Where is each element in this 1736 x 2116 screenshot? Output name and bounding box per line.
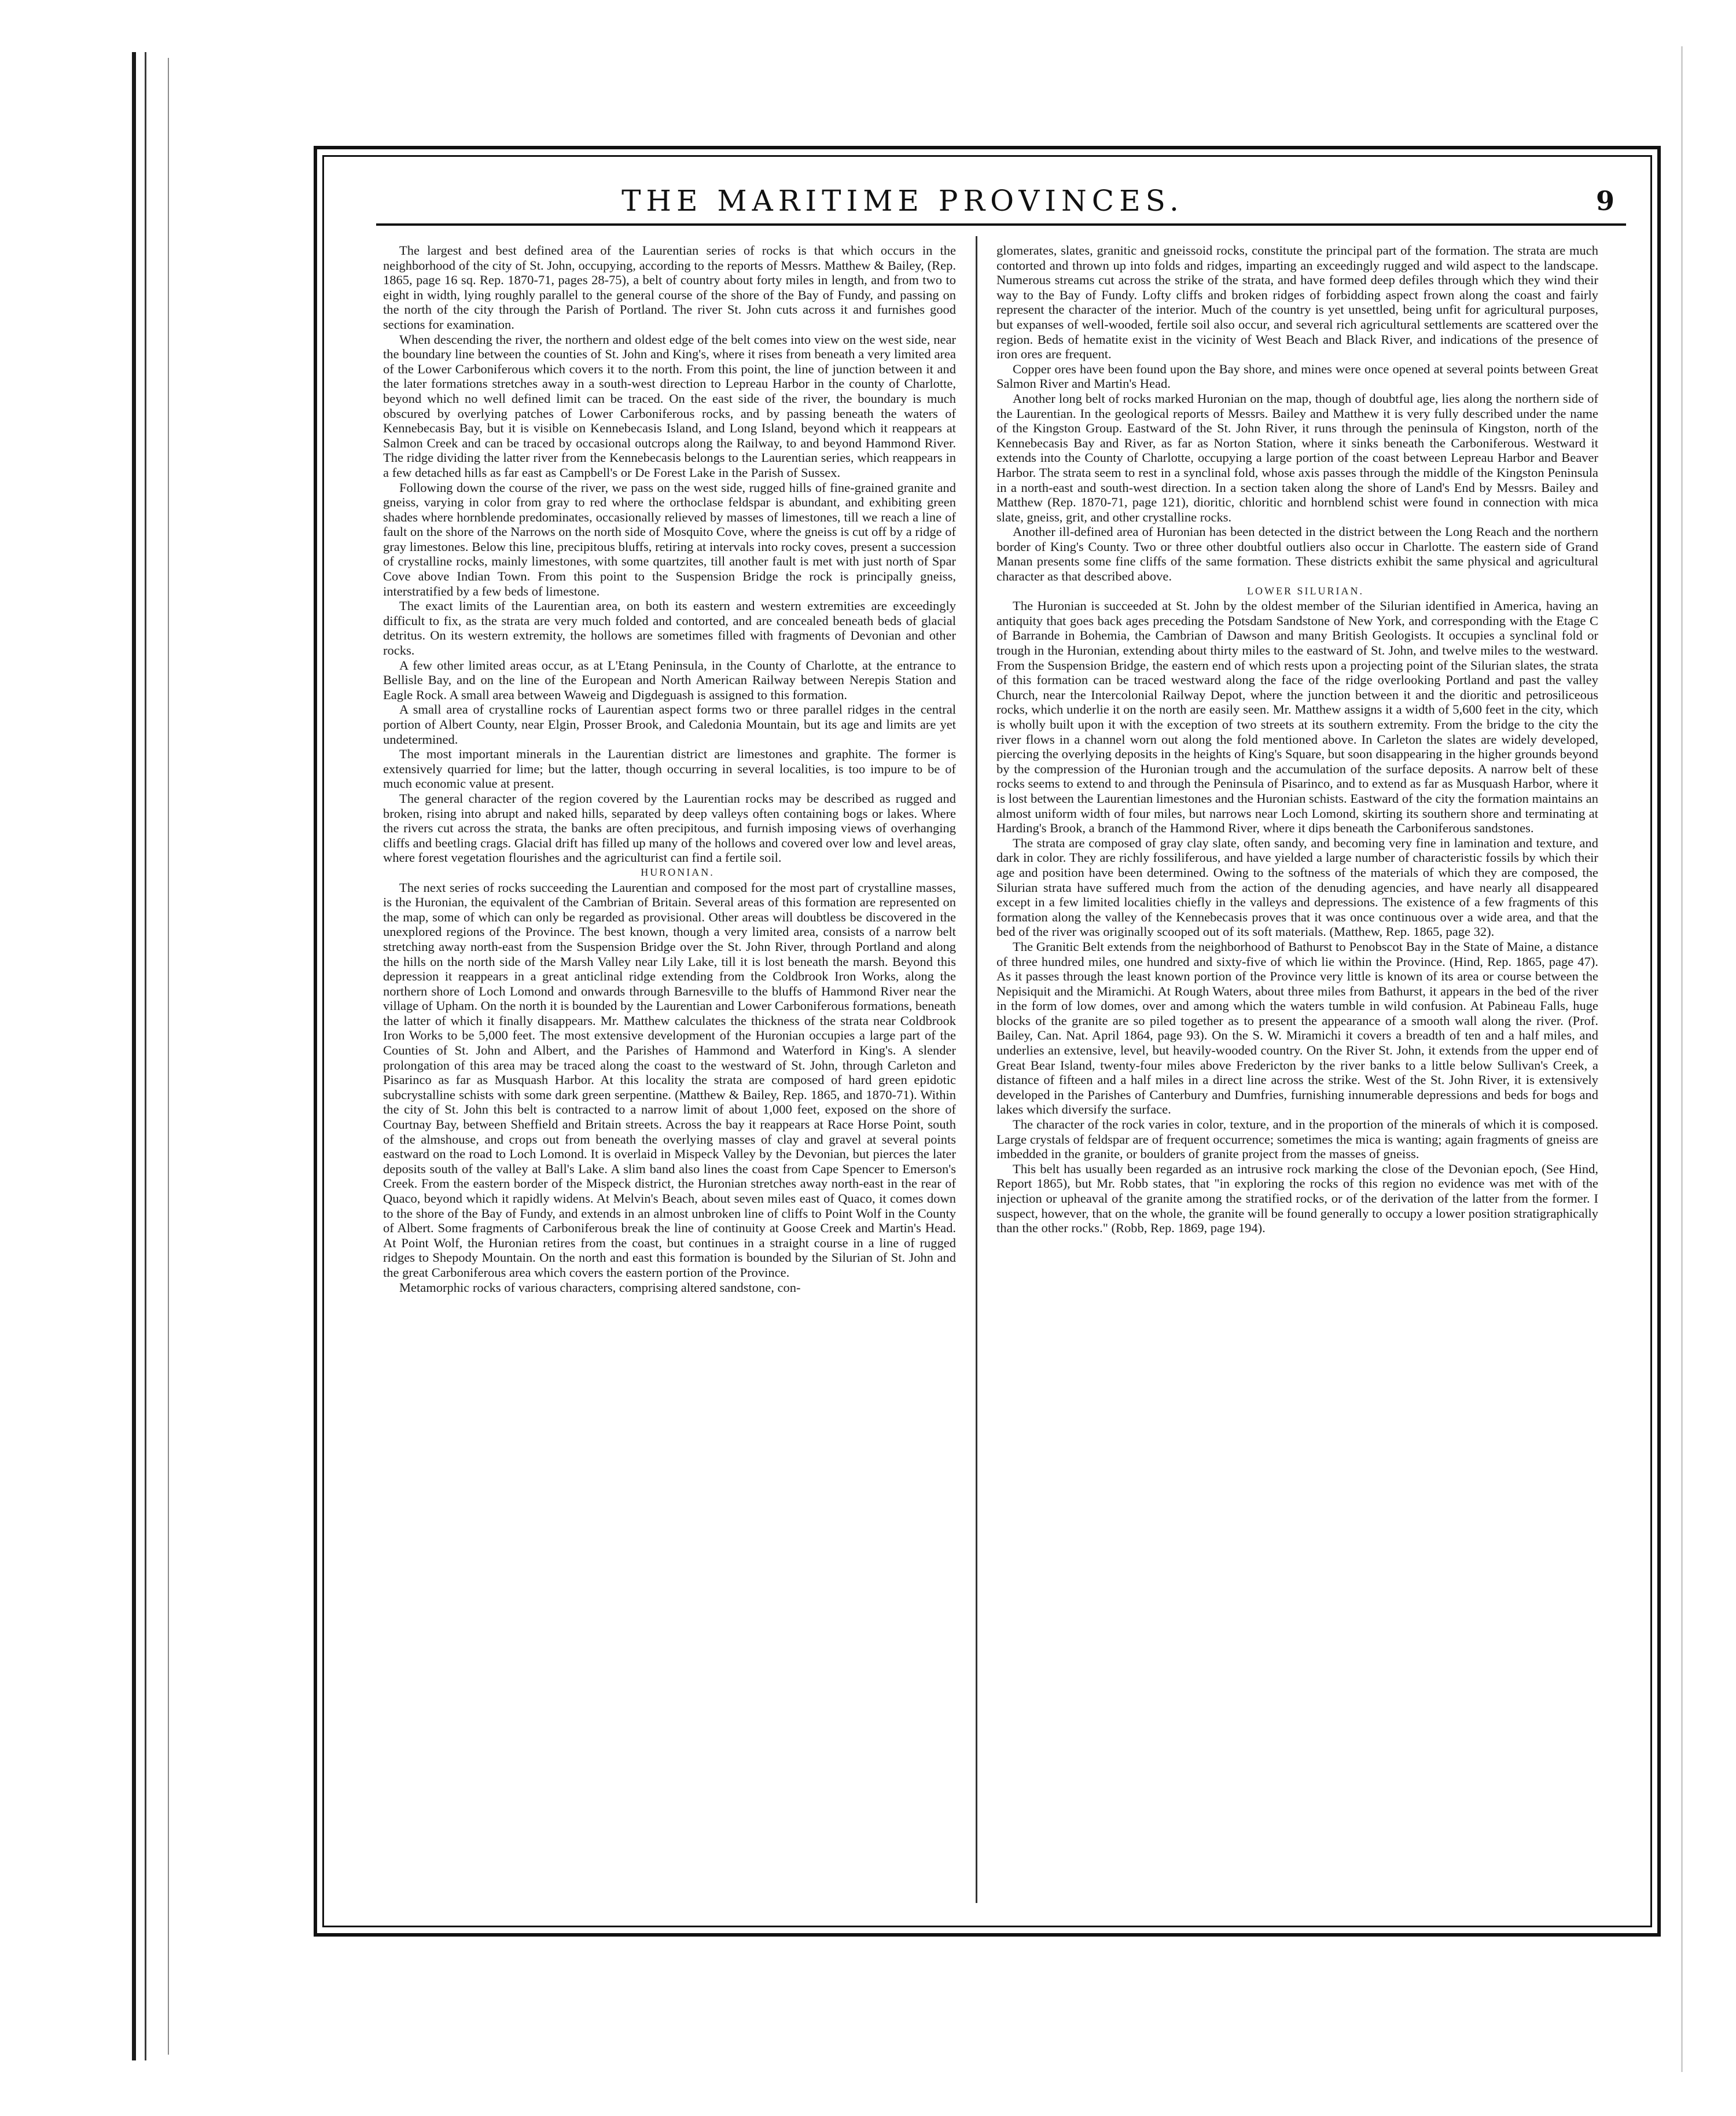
paragraph: When descending the river, the northern and oldest edge of the belt comes into view on the west side, near the boundary line between the counties of St. John and King's, where it rises from beneath a very limited area of the Lower Carboniferous which covers it to the north. From this point, the line of junction between it and the later formations stretches away in a south-west direction to Lepreau Harbor in the county of Charlotte, beyond which no well defined limit can be traced. On the east side of the river, the boundary is much obscured by overlying patches of Lower Carboniferous rocks, and by passing beneath the waters of Kennebecasis Bay, but it is visible on Kennebecasis Island, and Long Island, beyond which it reappears at Salmon Creek and can be traced by occasional outcrops along the Railway, to and beyond Hammond River. The ridge dividing the latter river from the Kennebecasis belongs to the Laurentian series, which reappears in a few detached hills as far east as Campbell's or De Forest Lake in the Parish of Sussex. bbox=[383, 332, 956, 480]
paragraph: The character of the rock varies in color, texture, and in the proportion of the minerals of which it is composed. Large crystals of feldspar are of frequent occurrence; sometimes the mica is wanting; again fragments of gneiss are imbedded in the granite, or boulders of granite project from the masses of gneiss. bbox=[996, 1117, 1598, 1162]
paragraph-continued: glomerates, slates, granitic and gneissoid rocks, constitute the principal part of the formation. The strata are much contorted and thrown up into folds and ridges, imparting an exceedingly rugged and wild aspect to the landscape. Numerous streams cut across the strike of the strata, and have formed deep defiles through which they wind their way to the Bay of Fundy. Lofty cliffs and broken ridges of forbidding aspect frown along the coast and fairly represent the character of the interior. Much of the country is yet unsettled, being unfit for agricultural purposes, but expanses of well-wooded, fertile soil also occur, and several rich agricultural settlements are scattered over the region. Beds of hematite exist in the vicinity of West Beach and Black River, and indications of the presence of iron ores are frequent. bbox=[996, 243, 1598, 362]
paragraph: Following down the course of the river, we pass on the west side, rugged hills of fine-grained granite and gneiss, varying in color from gray to red where the orthoclase feldspar is abundant, and exhibiting green shades where hornblende predominates, occasionally relieved by masses of limestones, till we reach a line of fault on the shore of the Narrows on the north side of Mosquito Cove, where the gneiss is cut off by a ridge of gray limestones. Below this line, precipitous bluffs, retiring at intervals into rocky coves, present a succession of crystalline rocks, mainly limestones, with some quartzites, till another fault is met with just north of Spar Cove above Indian Town. From this point to the Suspension Bridge the rock is principally gneiss, interstratified by a few beds of limestone. bbox=[383, 480, 956, 598]
paragraph: The largest and best defined area of the Laurentian series of rocks is that which occurs in the neighborhood of the city of St. John, occupying, according to the reports of Messrs. Matthew & Bailey, (Rep. 1865, page 16 sq. Rep. 1870-71, pages 28-75), a belt of country about forty miles in length, and from two to eight in width, lying roughly parallel to the general course of the shore of the Bay of Fundy, and passing on the north of the city through the Parish of Portland. The river St. John cuts across it and furnishes good sections for examination. bbox=[383, 243, 956, 332]
paragraph: The Huronian is succeeded at St. John by the oldest member of the Silurian identified in America, having an antiquity that goes back ages preceding the Potsdam Sandstone of New York, and corresponding with the Etage C of Barrande in Bohemia, the Cambrian of Dawson and many British Geologists. It occupies a synclinal fold or trough in the Huronian, extending about thirty miles to the eastward of St. John, and twelve miles to the westward. From the Suspension Bridge, the eastern end of which rests upon a projecting point of the Silurian slates, the strata of this formation can be traced westward along the face of the ridge overlooking Portland and past the valley Church, near the Intercolonial Railway Depot, where the junction between it and the dioritic and petrosiliceous rocks, which underlie it on the north are easily seen. Mr. Matthew assigns it a width of 5,600 feet in the city, which is wholly built upon it with the exception of two streets at its southern extremity. From the bridge to the city the river flows in a channel worn out along the fold mentioned above. In Carleton the slates are widely developed, piercing the overlying deposits in the heights of King's Square, but soon disappearing in the higher grounds beyond by the compression of the Huronian trough and the accumulation of the surface deposits. A narrow belt of these rocks seems to extend to and through the Peninsula of Pisarinco, and to extend as far as Musquash Harbor, where it is lost between the Laurentian limestones and the Huronian schists. Eastward of the city the formation maintains an almost uniform width of four miles, but narrows near Loch Lomond, skirting its southern shore and terminating at Harding's Brook, a branch of the Hammond River, where it dips beneath the Carboniferous sandstones. bbox=[996, 598, 1598, 836]
paragraph: The next series of rocks succeeding the Laurentian and composed for the most part of crystalline masses, is the Huronian, the equivalent of the Cambrian of Britain. Several areas of this formation are represented on the map, some of which can only be regarded as provisional. Other areas will doubtless be discovered in the unexplored regions of the Province. The best known, though a very limited area, consists of a narrow belt stretching away north-east from the Suspension Bridge over the St. John River, through Portland and along the hills on the north side of the Marsh Valley near Lily Lake, till it is lost beneath the marsh. Beyond this depression it reappears in a great anticlinal ridge extending from the Coldbrook Iron Works, along the northern shore of Loch Lomond and onwards through Barnesville to the bluffs of Hammond River near the village of Upham. On the north it is bounded by the Laurentian and Lower Carboniferous formations, beneath the latter of which it finally disappears. Mr. Matthew calculates the thickness of the strata near Coldbrook Iron Works to be 5,000 feet. The most extensive development of the Huronian occupies a large part of the Counties of St. John and Albert, and the Parishes of Hammond and Waterford in King's. A slender prolongation of this area may be traced along the coast to the westward of St. John, through Carleton and Pisarinco as far as Musquash Harbor. At this locality the strata are composed of hard green epidotic subcrystalline schists with some dark green serpentine. (Matthew & Bailey, Rep. 1865, and 1870-71). Within the city of St. John this belt is contracted to a narrow limit of about 1,000 feet, exposed on the shore of Courtnay Bay, between Sheffield and Britain streets. Across the bay it reappears at Race Horse Point, south of the almshouse, and crops out from beneath the overlying masses of clay and gravel at several points eastward on the road to Loch Lomond. It is overlaid in Mispeck Valley by the Devonian, but pierces the later deposits south of the valley at Ball's Lake. A slim band also lines the coast from Cape Spencer to Emerson's Creek. From the eastern border of the Mispeck district, the Huronian stretches away north-east in the rear of Quaco, beyond which it rapidly widens. At Melvin's Beach, about seven miles east of Quaco, it comes down to the shore of the Bay of Fundy, and extends in an almost unbroken line of cliffs to Point Wolf in the County of Albert. Some fragments of Carboniferous break the line of continuity at Goose Creek and Martin's Head. At Point Wolf, the Huronian retires from the coast, but continues in a straight course in a line of rugged ridges to Shepody Mountain. On the north and east this formation is bounded by the Silurian of St. John and the great Carboniferous area which covers the eastern portion of the Province. bbox=[383, 880, 956, 1280]
binding-shadow-line bbox=[145, 52, 146, 2060]
binding-shadow-line bbox=[132, 52, 136, 2060]
left-column bbox=[383, 243, 956, 1295]
paragraph: Another ill-defined area of Huronian has been detected in the district between the Long Reach and the northern border of King's County. Two or three other doubtful outliers also occur in Charlotte. The eastern side of Grand Manan presents some fine cliffs of the same formation. These districts exhibit the same physical and agricultural character as that described above. bbox=[996, 524, 1598, 584]
paragraph: The most important minerals in the Laurentian district are limestones and graphite. The former is extensively quarried for lime; but the latter, though occurring in several localities, is too impure to be of much economic value at present. bbox=[383, 747, 956, 791]
paragraph: Metamorphic rocks of various characters, comprising altered sandstone, con- bbox=[399, 1280, 801, 1295]
paragraph: The general character of the region covered by the Laurentian rocks may be described as rugged and broken, rising into abrupt and naked hills, separated by deep valleys often containing bogs or lakes. Where the rivers cut across the strata, the banks are often precipitous, and furnish imposing views of overhanging cliffs and beetling crags. Glacial drift has filled up many of the hollows and covered over low and level areas, where forest vegetation flourishes and the agriculturist can find a fertile soil. bbox=[383, 791, 956, 865]
paragraph: This belt has usually been regarded as an intrusive rock marking the close of the Devonian epoch, (See Hind, Report 1865), but Mr. Robb states, that "in exploring the rocks of this region no evidence was met with of the injection or upheaval of the granite among the stratified rocks, or of the derivation of the latter from the former. I suspect, however, that on the whole, the granite will be found generally to occupy a lower position stratigraphically than the other rocks." (Robb, Rep. 1869, page 194). bbox=[996, 1161, 1598, 1236]
paragraph: Copper ores have been found upon the Bay shore, and mines were once opened at several points between Great Salmon River and Martin's Head. bbox=[996, 361, 1598, 391]
section-heading-huronian: HURONIAN. bbox=[641, 866, 715, 878]
paragraph: A small area of crystalline rocks of Laurentian aspect forms two or three parallel ridges in the central portion of Albert County, near Elgin, Prosser Brook, and Caledonia Mountain, but its age and limits are yet undetermined. bbox=[383, 702, 956, 747]
paragraph: The exact limits of the Laurentian area, on both its eastern and western extremities are exceedingly difficult to fix, as the strata are very much folded and contorted, and are concealed beneath beds of glacial detritus. On its western extremity, the hollows are sometimes filled with fragments of Devonian and other rocks. bbox=[383, 598, 956, 658]
section-heading-lower-silurian: LOWER SILURIAN. bbox=[1247, 585, 1364, 597]
paragraph: The strata are composed of gray clay slate, often sandy, and becoming very fine in lamination and texture, and dark in color. They are richly fossiliferous, and have yielded a large number of characteristic fossils by which their age and position have been determined. Owing to the softness of the materials of which they are composed, the Silurian strata have suffered much from the action of the denuding agencies, and have nearly all disappeared except in a few limited localities chiefly in the valleys and depressions. The existence of a few fragments of this formation along the valley of the Kennebecasis proves that it was once continuous over a wide area, and that the bed of the river was originally scooped out of its soft materials. (Matthew, Rep. 1865, page 32). bbox=[996, 835, 1598, 939]
binding-edge bbox=[0, 0, 174, 2116]
page-title: THE MARITIME PROVINCES. bbox=[621, 184, 1184, 218]
column-divider bbox=[976, 236, 977, 1903]
header-rule bbox=[376, 223, 1626, 226]
page-edge bbox=[1681, 46, 1683, 2072]
right-column bbox=[996, 243, 1598, 1236]
binding-shadow-line bbox=[168, 58, 169, 2055]
page-number: 9 bbox=[1595, 185, 1614, 216]
paragraph: The Granitic Belt extends from the neighborhood of Bathurst to Penobscot Bay in the State of Maine, a distance of three hundred miles, one hundred and sixty-five of which lie within the Province. (Hind, Rep. 1865, page 47). As it passes through the least known portion of the Province very little is known of its area or course between the Nepisiquit and the Miramichi. At Rough Waters, about three miles from Bathurst, it appears in the bed of the river in the form of low domes, over and among which the waters tumble in wild confusion. At Pabineau Falls, huge blocks of the granite are so piled together as to present the appearance of a smooth wall along the river. (Prof. Bailey, Can. Nat. April 1864, page 93). On the S. W. Miramichi it covers a breadth of ten and a half miles, and underlies an extensive, level, but heavily-wooded country. On the River St. John, it extends from the upper end of Great Bear Island, twenty-four miles above Fredericton by the river banks to a little below Sullivan's Creek, a distance of fifteen and a half miles in a direct line across the strike. West of the St. John River, it is extensively developed in the Parishes of Canterbury and Dumfries, furnishing innumerable depressions and beds for bogs and lakes which diversify the surface. bbox=[996, 939, 1598, 1117]
paragraph: Another long belt of rocks marked Huronian on the map, though of doubtful age, lies along the northern side of the Laurentian. In the geological reports of Messrs. Bailey and Matthew it is very fully described under the name of the Kingston Group. Eastward of the St. John River, it runs through the peninsula of Kingston, north of the Kennebecasis Bay and River, as far as Norton Station, where it sinks beneath the Carboniferous. Westward it extends into the County of Charlotte, occupying a large portion of the coast between Lepreau Harbor and Beaver Harbor. The strata seem to rest in a synclinal fold, whose axis passes through the middle of the Kingston Peninsula in a north-east and south-west direction. In a section taken along the shore of Land's End by Messrs. Bailey and Matthew (Rep. 1870-71, page 121), dioritic, chloritic and hornblend schist were found in connection with mica slate, gneiss, grit, and other crystalline rocks. bbox=[996, 391, 1598, 524]
paragraph: A few other limited areas occur, as at L'Etang Peninsula, in the County of Charlotte, at the entrance to Bellisle Bay, and on the line of the European and North American Railway between Nerepis Station and Eagle Rock. A small area between Waweig and Digdeguash is assigned to this formation. bbox=[383, 657, 956, 702]
